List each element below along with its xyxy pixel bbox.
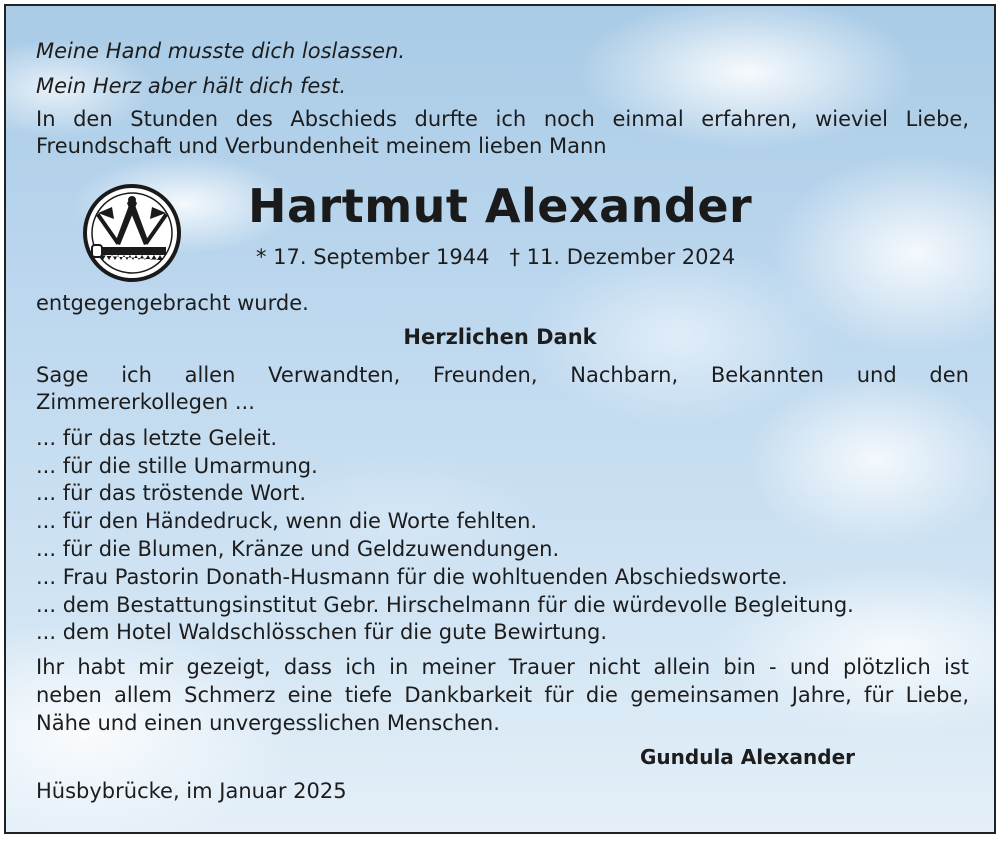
intro-line-4: Freundschaft und Verbundenheit meinem lieben Mann: [36, 134, 607, 158]
closing-line-2: neben allem Schmerz eine tiefe Dankbarkeit für die gemeinsamen Jahre, für Liebe,: [36, 683, 969, 707]
thanks-list-item: ... für die Blumen, Kränze und Geldzuwendungen.: [36, 537, 560, 561]
thanks-list-item: ... dem Hotel Waldschlösschen für die gute Bewirtung.: [36, 620, 608, 644]
intro-line-3: In den Stunden des Abschieds durfte ich noch einmal erfahren, wieviel Liebe,: [36, 107, 969, 131]
thanks-intro-line-2: Zimmererkollegen ...: [36, 390, 255, 414]
thanks-heading: Herzlichen Dank: [403, 325, 597, 349]
thanks-list-item: ... für den Händedruck, wenn die Worte fehlten.: [36, 509, 538, 533]
life-dates: [256, 244, 735, 270]
place-date: Hüsbybrücke, im Januar 2025: [36, 779, 347, 803]
thanks-list-item: ... für die stille Umarmung.: [36, 454, 318, 478]
thanks-list-item: ... für das letzte Geleit.: [36, 426, 278, 450]
thanks-list-item: ... dem Bestattungsinstitut Gebr. Hirschelmann für die würdevolle Begleitung.: [36, 593, 854, 617]
continuation-text: entgegengebracht wurde.: [36, 291, 309, 315]
intro-line-2: Mein Herz aber hält dich fest.: [36, 74, 347, 98]
obituary-notice: [4, 4, 996, 834]
deceased-name: Hartmut Alexander: [248, 179, 753, 233]
closing-line-3: Nähe und einen unvergesslichen Menschen.: [36, 711, 500, 735]
thanks-intro-line-1: Sage ich allen Verwandten, Freunden, Nachbarn, Bekannten und den: [36, 363, 969, 387]
closing-line-1: Ihr habt mir gezeigt, dass ich in meiner Trauer nicht allein bin - und plötzlich ist: [36, 655, 969, 679]
birth-date: * 17. September 1944: [256, 245, 490, 269]
death-date: † 11. Dezember 2024: [509, 245, 736, 269]
intro-line-1: Meine Hand musste dich loslassen.: [36, 39, 406, 63]
thanks-list-item: ... Frau Pastorin Donath-Husmann für die wohltuenden Abschiedsworte.: [36, 565, 788, 589]
thanks-list-item: ... für das tröstende Wort.: [36, 481, 307, 505]
carpenter-guild-emblem-icon: [82, 183, 182, 283]
signature: Gundula Alexander: [640, 745, 856, 769]
